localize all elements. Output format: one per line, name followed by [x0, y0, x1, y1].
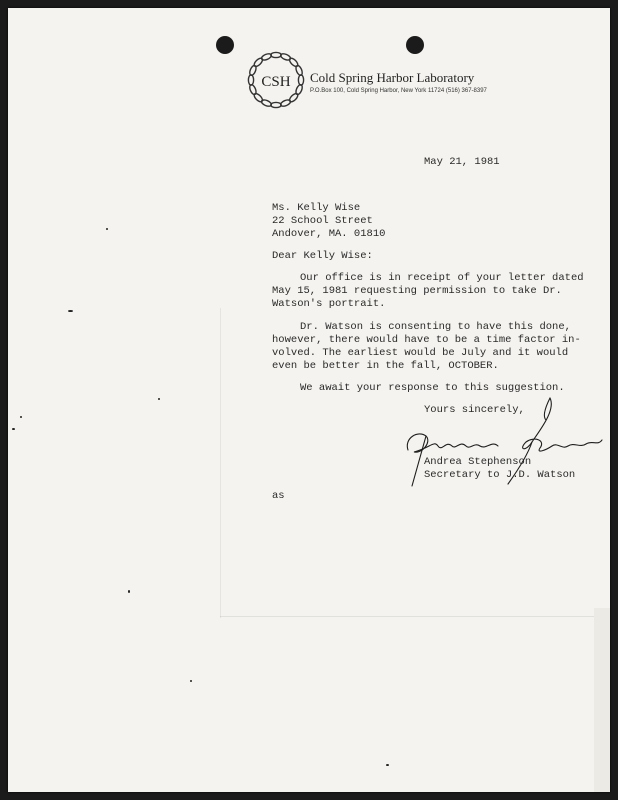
paper-speck: [158, 398, 160, 400]
body-line: Watson's portrait.: [272, 298, 386, 310]
body-line: even be better in the fall, OCTOBER.: [272, 360, 499, 372]
chain-link: [271, 102, 281, 107]
letterhead-address: P.O.Box 100, Cold Spring Harbor, New York 11724 (516) 367-8397: [310, 88, 487, 94]
recipient-line: Andover, MA. 01810: [272, 228, 386, 240]
punch-hole-left: [216, 36, 234, 54]
body-line: May 15, 1981 requesting permission to take Dr.: [272, 285, 562, 297]
paper-speck: [12, 428, 15, 430]
signer-title: Secretary to J.D. Watson: [424, 469, 576, 481]
chain-link: [271, 52, 281, 57]
csh-chain-logo-icon: [244, 48, 308, 112]
paper-speck: [106, 228, 108, 230]
paper-speck: [68, 310, 73, 312]
body-line: We await your response to this suggestion.: [300, 382, 565, 394]
paper-speck: [190, 680, 192, 682]
recipient-line: Ms. Kelly Wise: [272, 202, 361, 214]
page-crease-horizontal: [220, 616, 610, 617]
recipient-line: 22 School Street: [272, 215, 373, 227]
body-line: volved. The earliest would be July and it would: [272, 347, 569, 359]
letterhead-name: Cold Spring Harbor Laboratory: [310, 70, 475, 85]
body-line: Dr. Watson is consenting to have this done,: [300, 321, 571, 333]
chain-link: [248, 75, 253, 85]
salutation: Dear Kelly Wise:: [272, 250, 373, 262]
page-crease-vertical: [220, 308, 221, 618]
chain-link: [298, 75, 303, 85]
signer-name: Andrea Stephenson: [424, 456, 532, 468]
letter-date: May 21, 1981: [424, 156, 500, 168]
paper-speck: [386, 764, 389, 766]
paper-edge-strip: [594, 608, 610, 792]
body-line: Our office is in receipt of your letter dated: [300, 272, 584, 284]
closing: Yours sincerely,: [424, 404, 525, 416]
paper-speck: [20, 416, 22, 418]
chain-link: [295, 65, 304, 77]
logo-monogram: CSH: [261, 74, 291, 90]
letter-page: [8, 8, 610, 792]
punch-hole-right: [406, 36, 424, 54]
typist-initials: as: [272, 490, 285, 502]
body-line: however, there would have to be a time factor in-: [272, 334, 581, 346]
paper-speck: [128, 590, 130, 593]
